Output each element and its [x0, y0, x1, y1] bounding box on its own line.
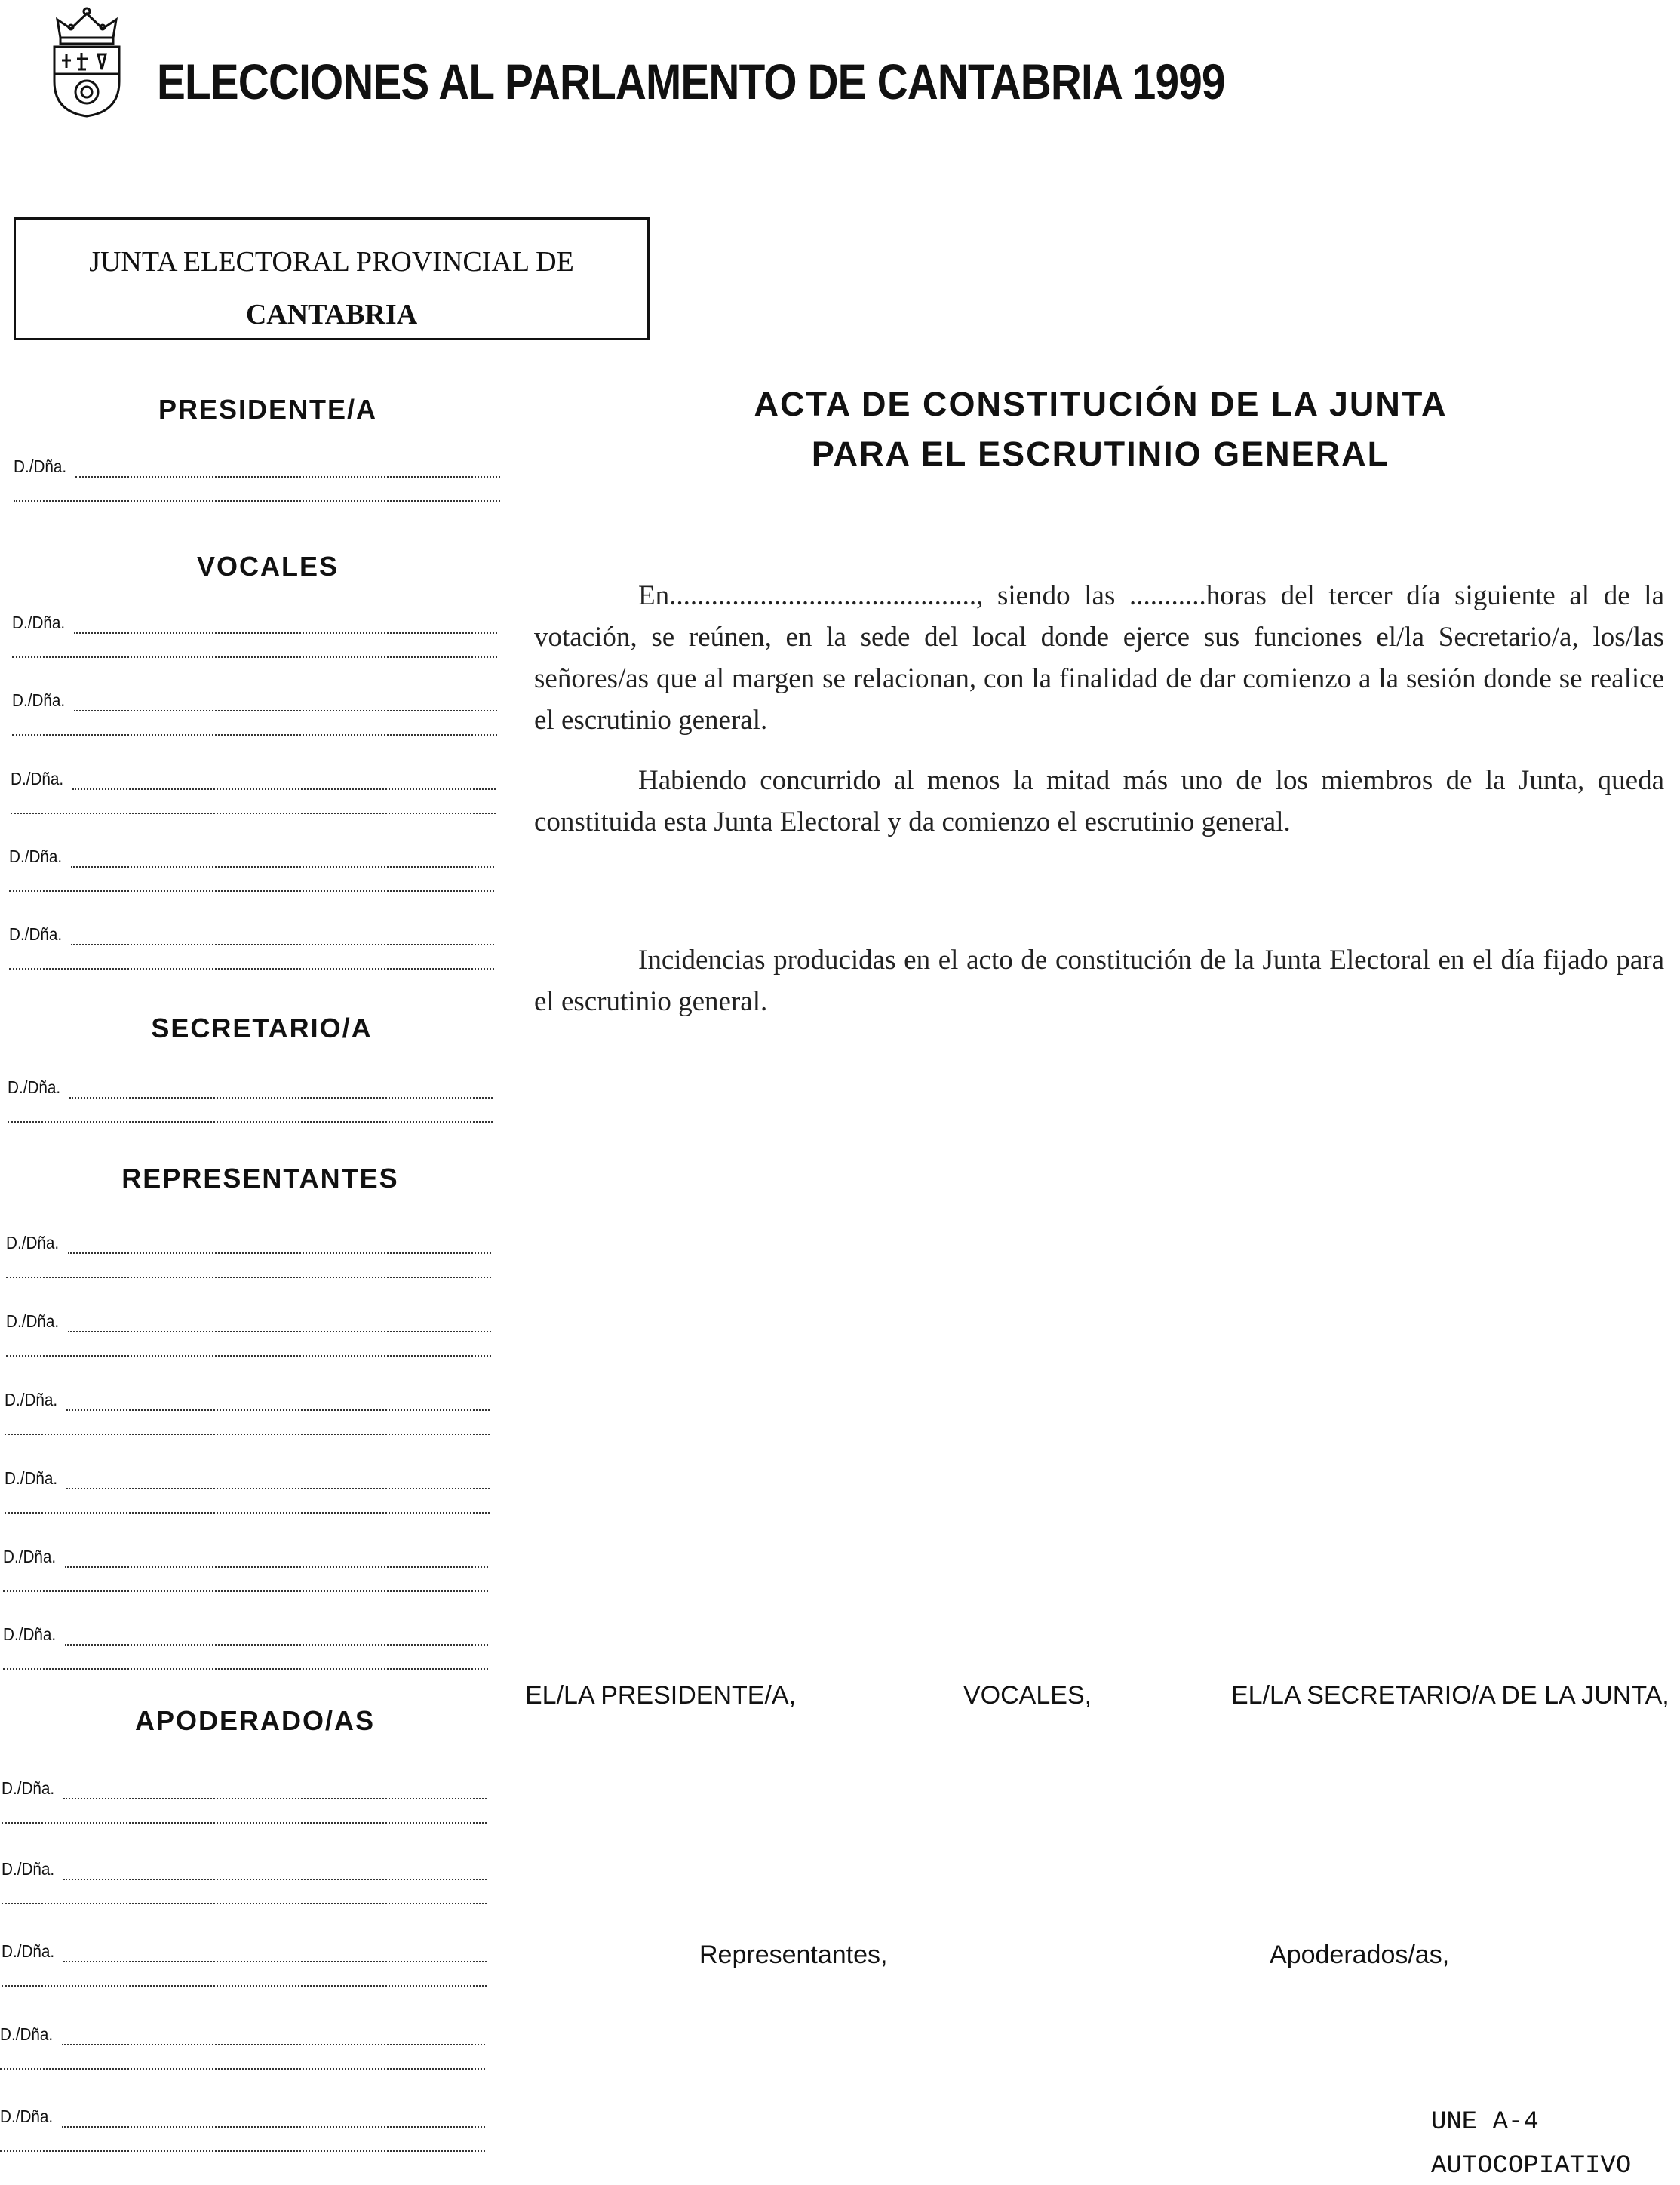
field-label: D./Dña.	[14, 456, 67, 476]
signature-representantes-label: Representantes,	[699, 1941, 888, 1969]
field-label: D./Dña.	[0, 2024, 54, 2044]
field-label: D./Dña.	[6, 1311, 60, 1331]
field-label: D./Dña.	[2, 1778, 55, 1798]
apoderado-name-field[interactable]	[0, 2107, 485, 2152]
page-title: ELECCIONES AL PARLAMENTO DE CANTABRIA 1999	[157, 54, 1225, 109]
field-label: D./Dña.	[11, 769, 64, 788]
section-secretario-heading: SECRETARIO/A	[151, 1013, 373, 1043]
representante-name-field[interactable]	[3, 1547, 488, 1592]
field-label: D./Dña.	[5, 1468, 58, 1488]
field-label: D./Dña.	[3, 1547, 57, 1566]
field-label: D./Dña.	[0, 2107, 54, 2126]
junta-electoral-box	[14, 217, 650, 340]
section-representantes-heading: REPRESENTANTES	[121, 1163, 399, 1194]
signature-presidente-label: EL/LA PRESIDENTE/A,	[525, 1681, 797, 1710]
representante-name-field[interactable]	[5, 1468, 490, 1514]
apoderado-name-field[interactable]	[2, 1778, 487, 1824]
representante-name-field[interactable]	[3, 1624, 488, 1670]
form-code-line-2: AUTOCOPIATIVO	[1431, 2152, 1632, 2180]
acta-heading-line-2: PARA EL ESCRUTINIO GENERAL	[811, 435, 1390, 473]
body-paragraph-3: Incidencias producidas en el acto de constitución de la Junta Electoral en el día fijado para el escrutinio general.	[534, 945, 1664, 1017]
section-vocales-heading: VOCALES	[196, 551, 339, 582]
body-paragraph-2: Habiendo concurrido al menos la mitad más uno de los miembros de la Junta, queda constituida esta Junta Electoral y da comienzo el escrutinio general.	[534, 765, 1664, 837]
field-label: D./Dña.	[12, 690, 66, 710]
acta-heading-line-1: ACTA DE CONSTITUCIÓN DE LA JUNTA	[754, 385, 1448, 423]
signature-apoderados-label: Apoderados/as,	[1270, 1941, 1450, 1969]
field-label: D./Dña.	[3, 1624, 57, 1644]
vocal-name-field[interactable]	[9, 924, 494, 970]
field-label: D./Dña.	[9, 847, 63, 866]
field-label: D./Dña.	[5, 1390, 58, 1409]
apoderado-name-field[interactable]	[2, 1941, 487, 1987]
field-label: D./Dña.	[12, 613, 66, 632]
vocal-name-field[interactable]	[12, 690, 497, 736]
field-label: D./Dña.	[8, 1077, 61, 1097]
secretario-name-field[interactable]	[8, 1077, 493, 1123]
field-label: D./Dña.	[9, 924, 63, 944]
signature-secretario-label: EL/LA SECRETARIO/A DE LA JUNTA,	[1231, 1681, 1669, 1710]
apoderado-name-field[interactable]	[0, 2024, 485, 2070]
field-label: D./Dña.	[2, 1859, 55, 1879]
presidente-name-field[interactable]	[14, 456, 500, 502]
signature-vocales-label: VOCALES,	[963, 1681, 1092, 1710]
representante-name-field[interactable]	[5, 1390, 490, 1435]
body-paragraph-1: En............................................, siendo las ...........horas del tercer día siguiente al de la votación, se reúnen, en la sede del local donde ejerce sus funciones el/la Secretario/a, los/las señores/as que al margen se relacionan, con la finalidad de dar comienzo a la sesión donde se realice el escrutinio general.	[534, 580, 1664, 736]
section-apoderados-heading: APODERADO/AS	[134, 1705, 376, 1736]
field-label: D./Dña.	[2, 1941, 55, 1961]
form-code-line-1: UNE A-4	[1431, 2108, 1539, 2137]
vocal-name-field[interactable]	[12, 613, 497, 658]
representante-name-field[interactable]	[6, 1311, 491, 1357]
junta-box-line-2: CANTABRIA	[245, 299, 418, 330]
vocal-name-field[interactable]	[9, 847, 494, 892]
field-label: D./Dña.	[6, 1233, 60, 1252]
junta-box-line-1: JUNTA ELECTORAL PROVINCIAL DE	[89, 246, 574, 278]
representante-name-field[interactable]	[6, 1233, 491, 1278]
apoderado-name-field[interactable]	[2, 1859, 487, 1904]
vocal-name-field[interactable]	[11, 769, 496, 814]
coat-of-arms-icon	[45, 6, 128, 119]
section-presidente-heading: PRESIDENTE/A	[158, 394, 378, 425]
